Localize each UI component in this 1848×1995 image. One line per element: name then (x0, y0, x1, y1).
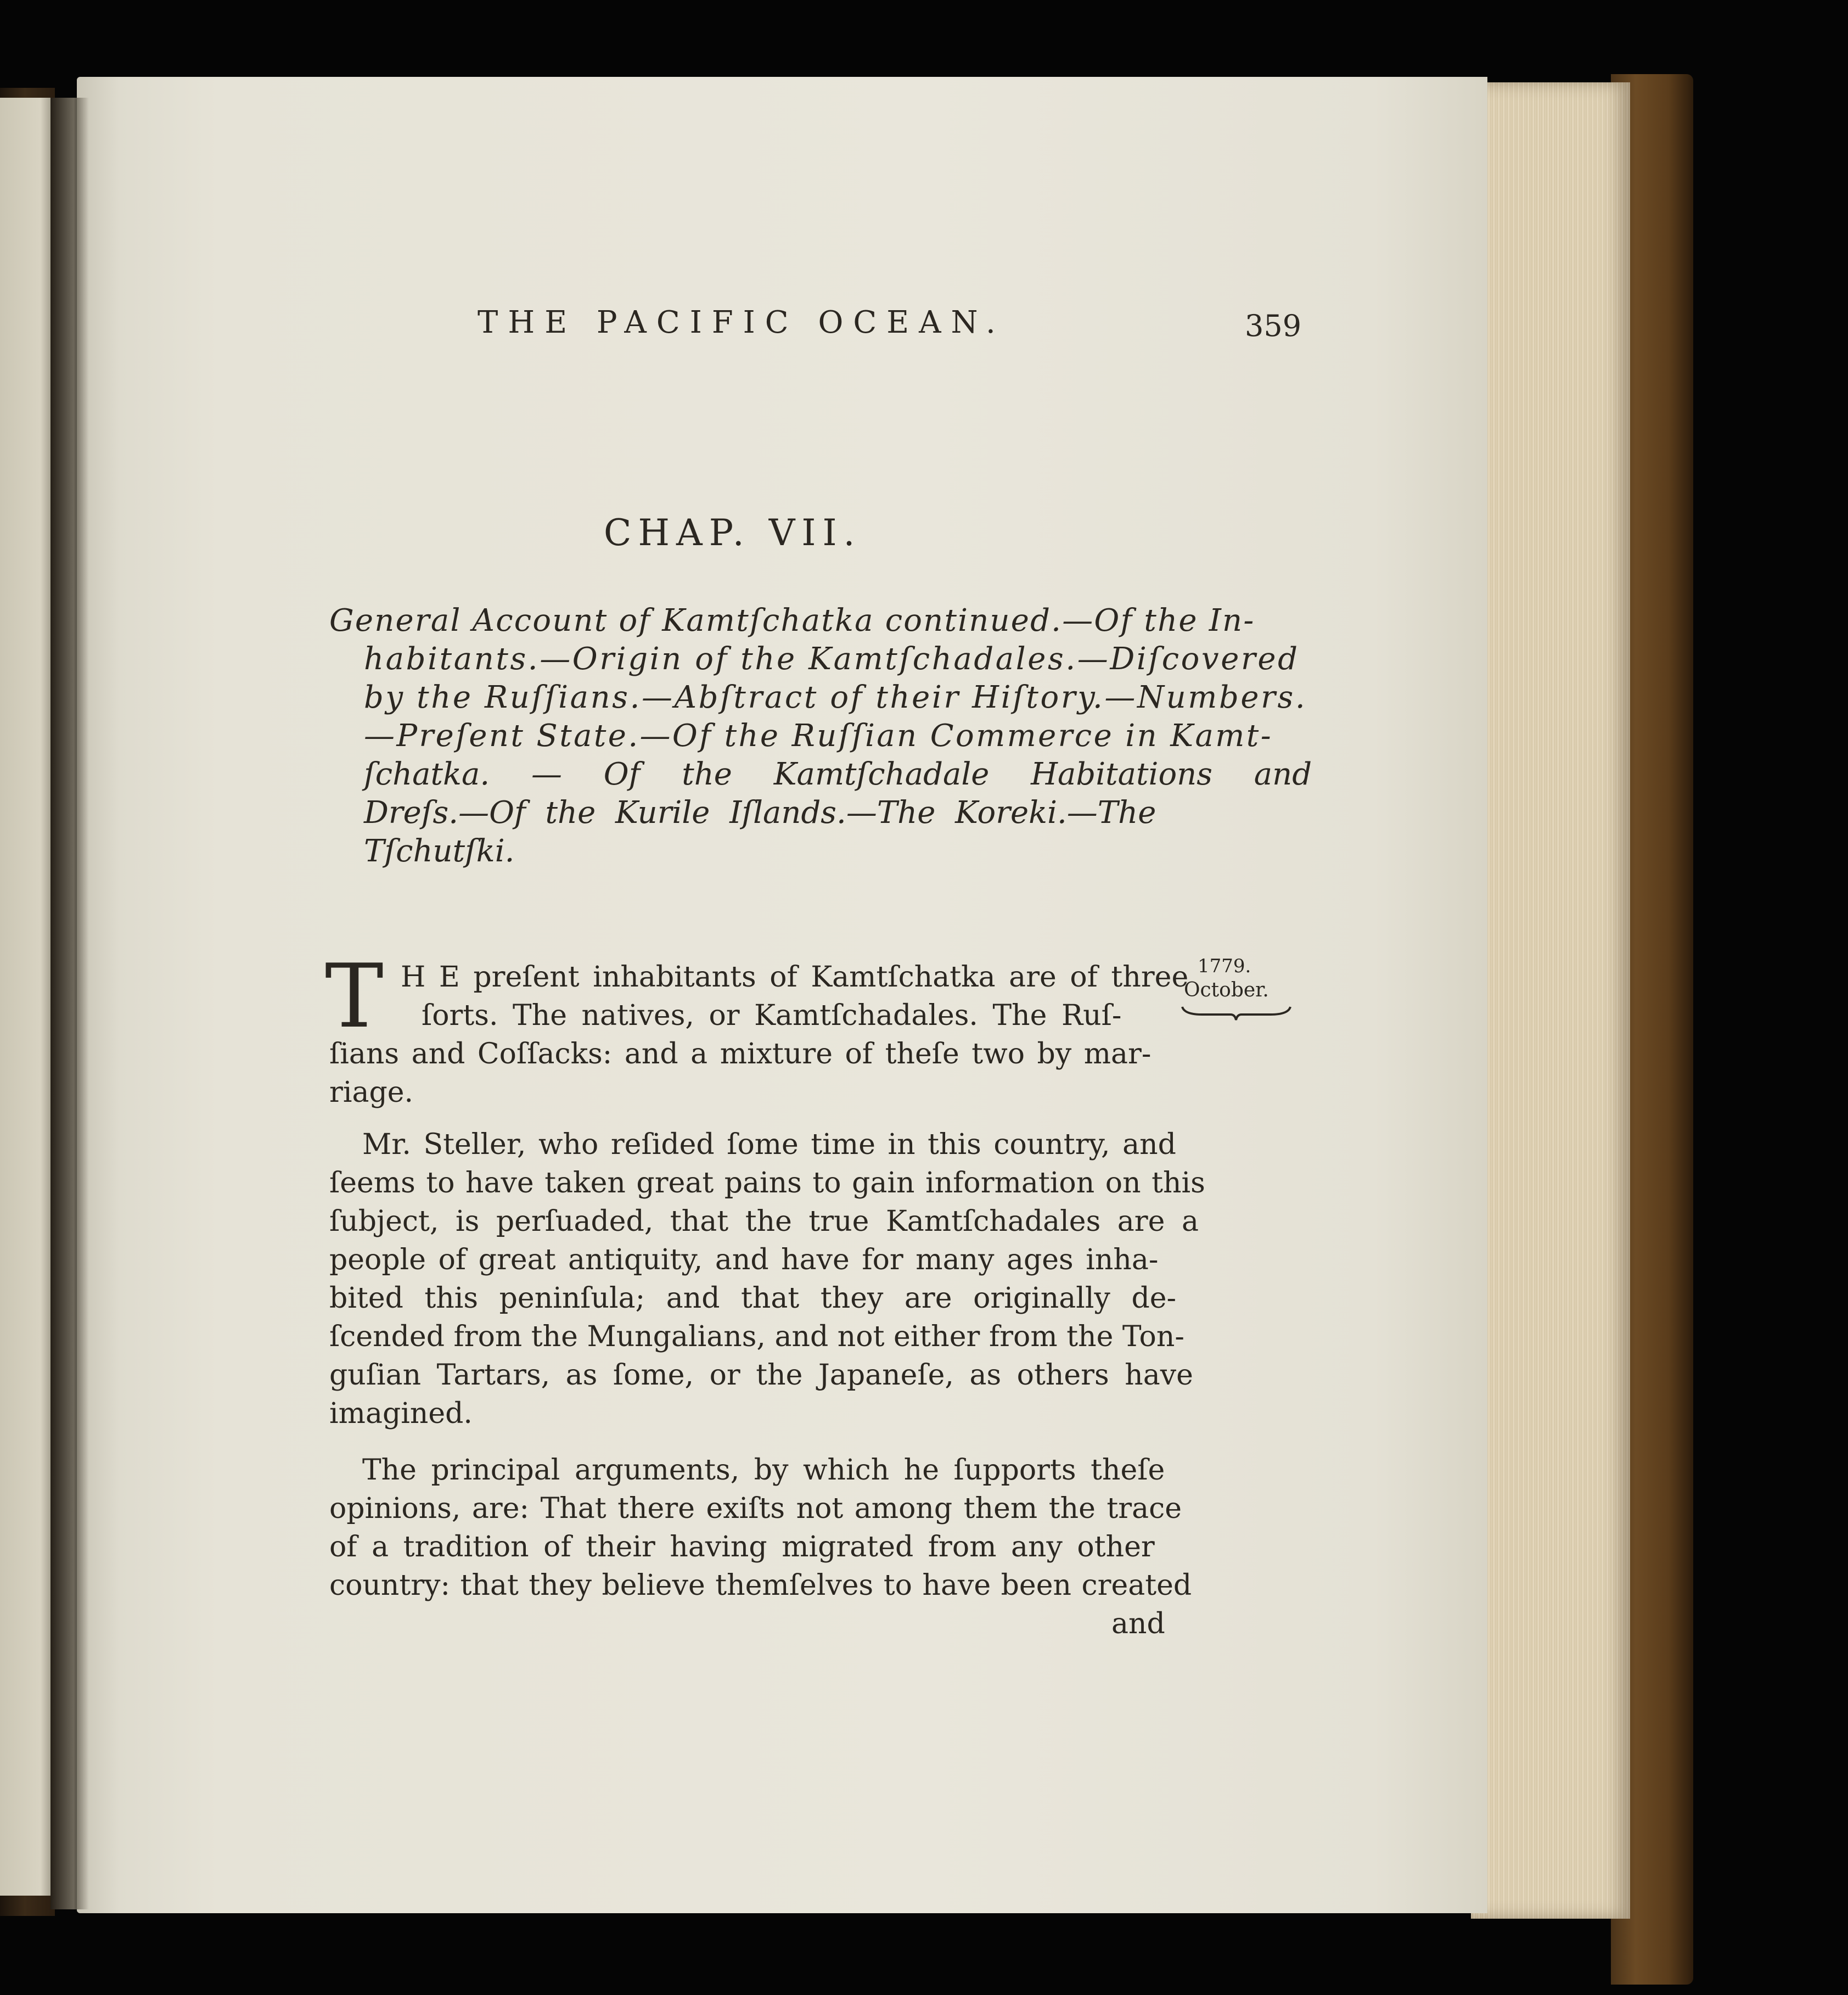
margin-year: 1779. (1198, 955, 1251, 977)
text-line: bited this peninſula; and that they are originally de- (329, 1282, 1177, 1315)
chapter-heading: CHAP. VII. (604, 512, 862, 554)
drop-cap: T (325, 945, 384, 1047)
left-page-edge (0, 98, 50, 1896)
text-line: of a tradition of their having migrated from any other (329, 1531, 1155, 1564)
text-line: country: that they believe themſelves to have been created (329, 1569, 1192, 1602)
summary-line: Tſchutſki. (364, 833, 515, 869)
text-line: Mr. Steller, who reſided ſome time in this country, and (362, 1128, 1176, 1161)
text-line: ſeems to have taken great pains to gain information on this (329, 1167, 1205, 1200)
catchword: and (1111, 1607, 1165, 1640)
summary-line: General Account of Kamtſchatka continued.—Of the In- (329, 603, 1255, 638)
text-line: ſorts. The natives, or Kamtſchadales. The Ruſ- (422, 999, 1122, 1032)
summary-line: habitants.—Origin of the Kamtſchadales.—Diſcovered (364, 641, 1300, 677)
summary-line: ſchatka. — Of the Kamtſchadale Habitations and (364, 756, 1312, 792)
margin-month: October. (1184, 979, 1269, 1001)
text-line: H E preſent inhabitants of Kamtſchatka are of three (401, 961, 1189, 994)
text-line: imagined. (329, 1397, 473, 1430)
text-line: The principal arguments, by which he ſupports theſe (362, 1454, 1165, 1487)
margin-brace-icon (1180, 1005, 1293, 1021)
summary-line: Dreſs.—Of the Kurile Iſlands.—The Koreki.—The (364, 795, 1156, 831)
text-line: ſcended from the Mungalians, and not either from the Ton- (329, 1320, 1184, 1353)
text-line: people of great antiquity, and have for many ages inha- (329, 1243, 1159, 1276)
gutter-shadow (50, 98, 89, 1909)
summary-line: by the Ruſſians.—Abſtract of their Hiſtory.—Numbers. (364, 680, 1307, 715)
page-fore-edge (1471, 82, 1630, 1919)
summary-line: —Preſent State.—Of the Ruſſian Commerce in Kamt- (364, 718, 1273, 754)
text-line: opinions, are: That there exiſts not among them the trace (329, 1492, 1182, 1525)
text-line: ſubject, is perſuaded, that the true Kamtſchadales are a (329, 1205, 1199, 1238)
page-number: 359 (1245, 309, 1302, 343)
text-line: riage. (329, 1076, 414, 1109)
text-line: ſians and Coſſacks: and a mixture of theſe two by mar- (329, 1038, 1152, 1071)
right-page (77, 77, 1487, 1913)
running-title: THE PACIFIC OCEAN. (478, 305, 1006, 340)
text-line: guſian Tartars, as ſome, or the Japaneſe, as others have (329, 1359, 1193, 1392)
